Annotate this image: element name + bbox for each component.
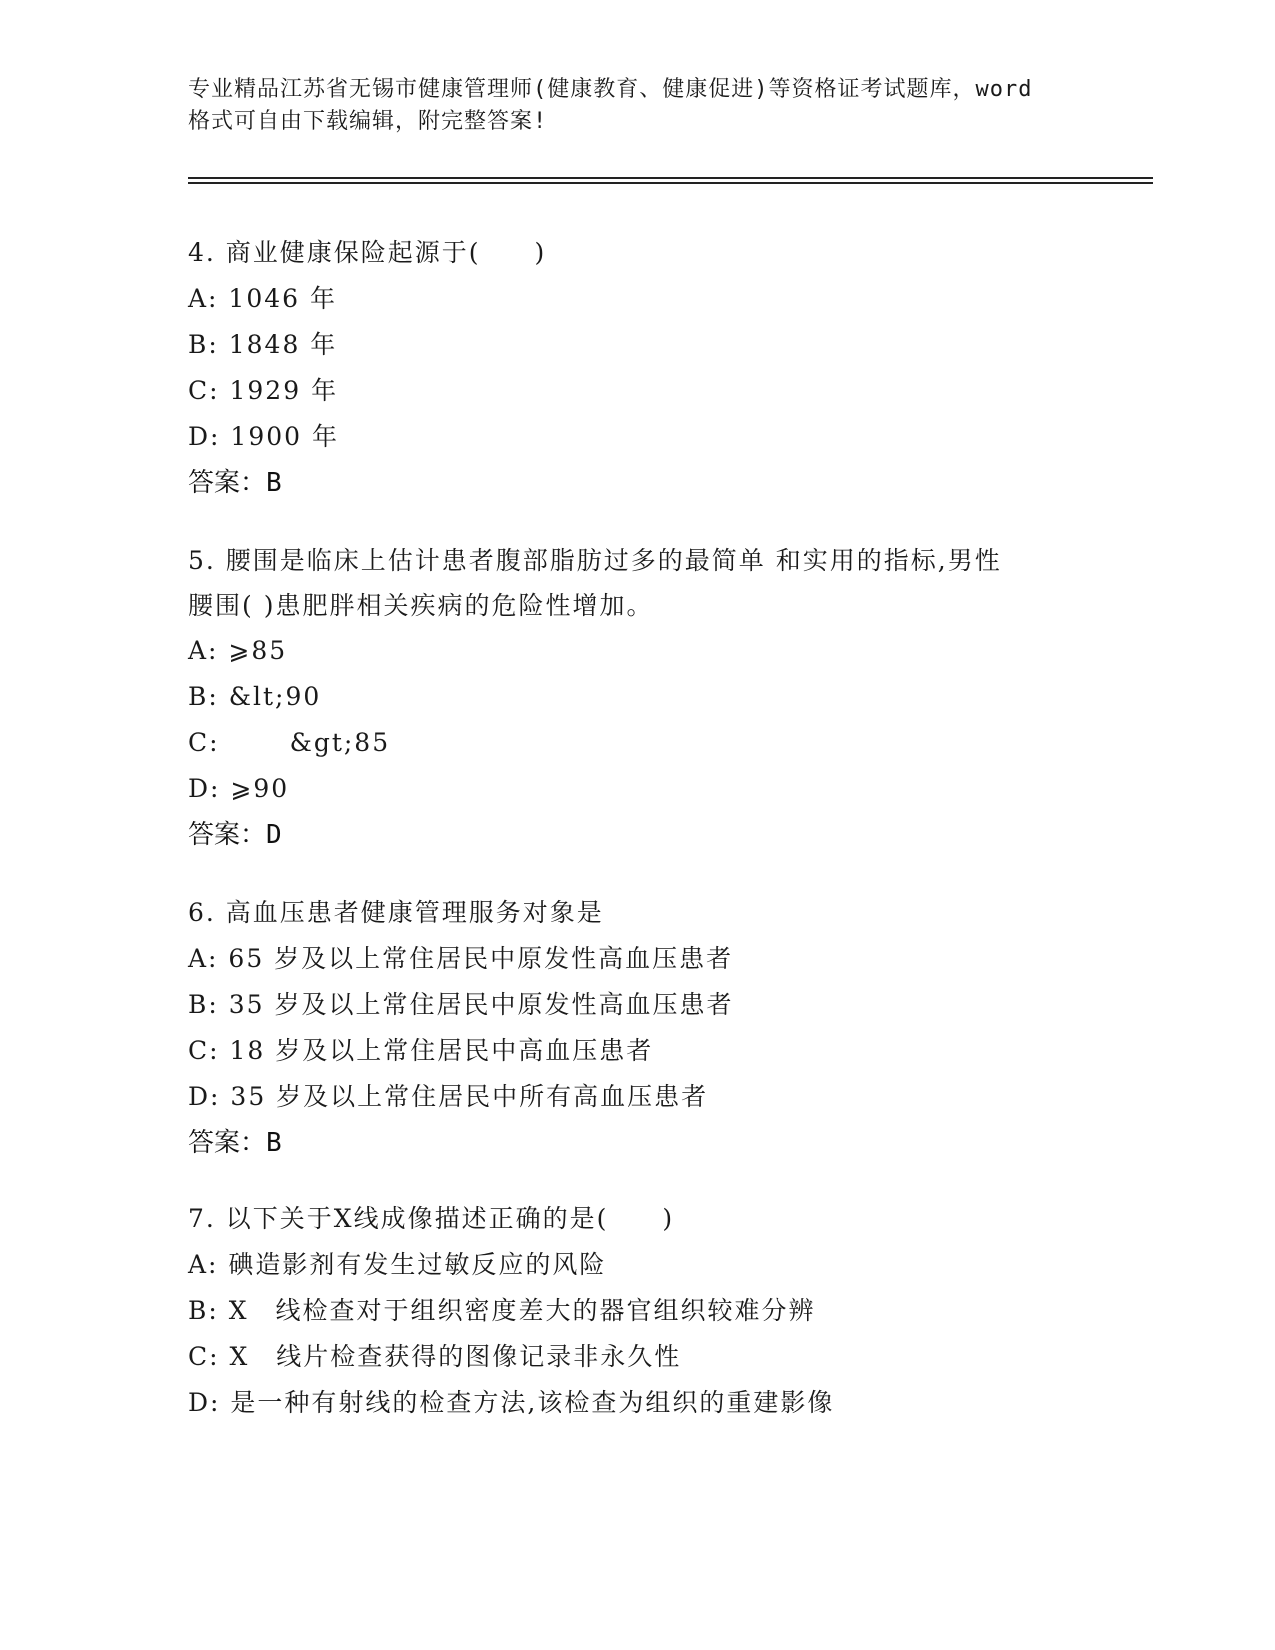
answer-line: 答案：B [188,1128,282,1158]
option-b: B: 35 岁及以上常住居民中原发性高血压患者 [188,990,734,1019]
question-stem: 6. 高血压患者健康管理服务对象是 [188,898,604,927]
question-stem: 7. 以下关于X线成像描述正确的是( ) [188,1204,675,1233]
option-c: C: 18 岁及以上常住居民中高血压患者 [188,1036,654,1065]
option-b: B: &lt;90 [188,682,322,711]
question-stem [188,538,1128,628]
option-a: A: 1046 年 [188,284,337,313]
header-line-1: 专业精品江苏省无锡市健康管理师(健康教育、健康促进)等资格证考试题库，word [188,77,1033,102]
question-4 [188,230,1128,506]
option-c: C: X 线片检查获得的图像记录非永久性 [188,1342,682,1371]
option-d: D: 是一种有射线的检查方法,该检查为组织的重建影像 [188,1388,835,1417]
question-stem-line-1: 5. 腰围是临床上估计患者腹部脂肪过多的最简单 和实用的指标,男性 [188,546,1002,575]
header-line-2: 格式可自由下载编辑，附完整答案! [188,109,548,134]
header-divider-bottom [188,182,1153,184]
question-stem-line-2: 腰围( )患肥胖相关疾病的危险性增加。 [188,591,654,620]
option-c [188,720,1128,766]
answer-line: 答案：D [188,820,282,850]
option-a: A: 65 岁及以上常住居民中原发性高血压患者 [188,944,734,973]
question-6 [188,890,1128,1166]
option-a: A: ⩾85 [188,636,288,665]
option-c: C: 1929 年 [188,376,339,405]
option-b: B: X 线检查对于组织密度差大的器官组织较难分辨 [188,1296,816,1325]
option-a: A: 碘造影剂有发生过敏反应的风险 [188,1250,607,1279]
document-header [188,74,1088,138]
option-d: D: ⩾90 [188,774,290,803]
option-b: B: 1848 年 [188,330,338,359]
option-d: D: 1900 年 [188,422,339,451]
option-c-label: C: [188,728,220,757]
option-c-value: &gt;85 [289,728,391,757]
question-7 [188,1196,1128,1426]
option-d: D: 35 岁及以上常住居民中所有高血压患者 [188,1082,709,1111]
question-5 [188,538,1128,858]
answer-line: 答案：B [188,468,282,498]
header-divider-top [188,177,1153,179]
question-stem: 4. 商业健康保险起源于( ) [188,238,547,267]
